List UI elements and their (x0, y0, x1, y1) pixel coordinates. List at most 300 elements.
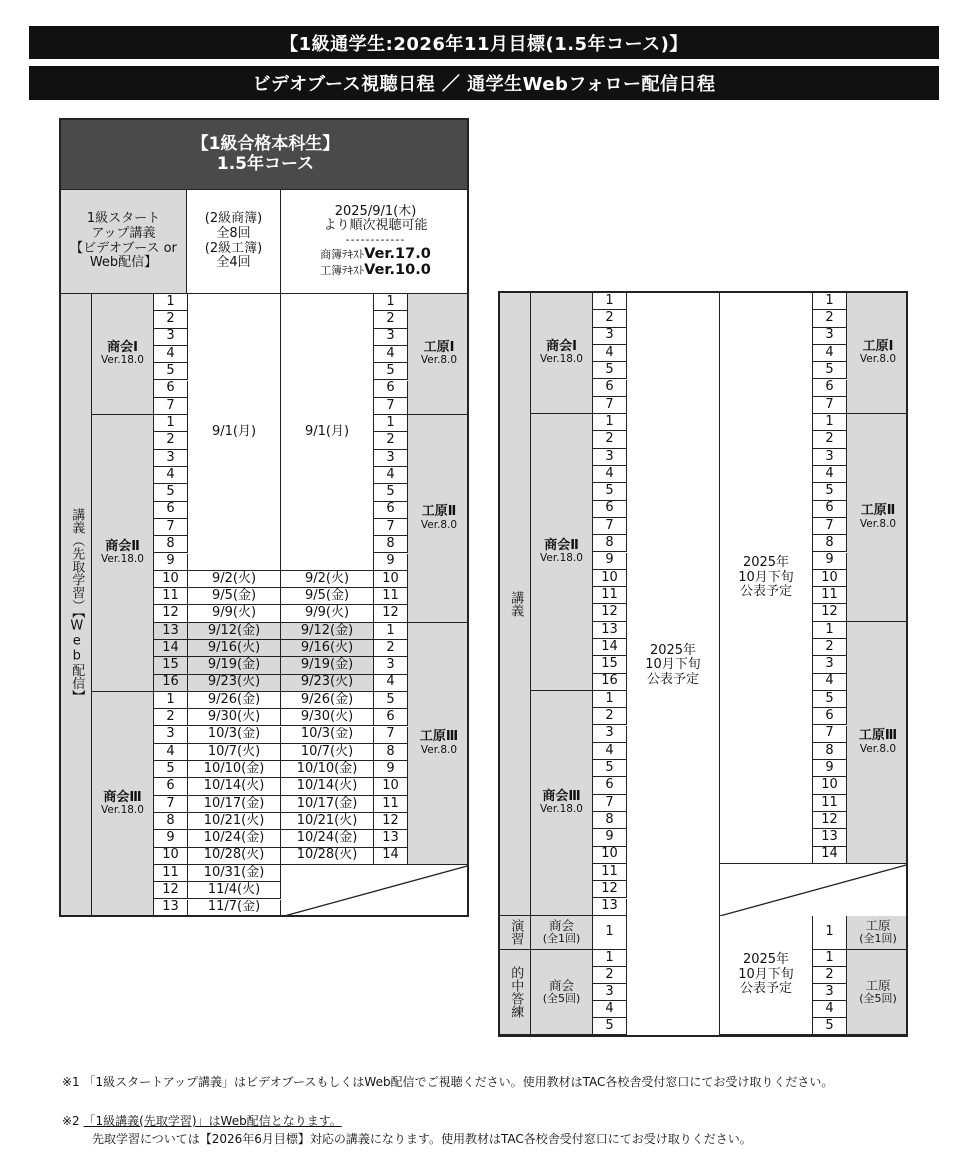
subject-version: Ver.8.0 (420, 743, 458, 756)
session-number (374, 605, 408, 622)
cell-text: 11 (382, 795, 399, 811)
cell-text: 8 (825, 535, 834, 551)
session-number (374, 432, 408, 449)
cell-text: 9 (386, 553, 395, 569)
web-date (281, 848, 374, 865)
subject-group-right (847, 293, 908, 414)
cell-text: 12 (601, 604, 618, 620)
subject-version: Ver.18.0 (540, 552, 583, 565)
cell-text: 7 (166, 518, 175, 534)
cell-text: 9 (166, 553, 175, 569)
cell-text: 1 (166, 415, 175, 430)
session-number (593, 656, 627, 673)
cell-text: 1 (605, 924, 614, 940)
booth-date (188, 865, 281, 882)
web-date (281, 744, 374, 761)
booth-date (188, 709, 281, 726)
cell-text: 9/19(金) (300, 657, 354, 673)
cell-text: 16 (601, 673, 618, 689)
session-number (593, 397, 627, 414)
side-label-lecture (61, 294, 92, 917)
course-header (61, 120, 469, 190)
course-title: 【1級合格本科生】 (191, 134, 340, 155)
cell-text: 3 (166, 328, 175, 344)
cell-text: 10/10(金) (296, 761, 358, 776)
session-number (154, 329, 188, 346)
cell-text: 10 (382, 778, 399, 794)
cell-text: 12 (382, 813, 399, 828)
session-number (374, 519, 408, 536)
text-version-number: Ver.17.0 (364, 245, 431, 262)
web-date (281, 692, 374, 709)
cell-text: 10/24(金) (203, 830, 265, 846)
session-number (813, 587, 847, 604)
cell-text: 9/5(金) (211, 588, 257, 603)
subject-name: 工原Ⅲ (419, 729, 459, 745)
cell-text: 2025年 (742, 951, 790, 967)
session-number (154, 381, 188, 398)
session-number (593, 535, 627, 552)
cell-text: 10/14(火) (296, 778, 358, 794)
cell-text: 5 (166, 484, 175, 500)
session-number (374, 640, 408, 657)
cell-text: 7 (386, 397, 395, 413)
cell-text: 10/28(火) (296, 847, 358, 863)
empty-diagonal (281, 865, 469, 917)
session-number (813, 397, 847, 414)
web-date (281, 605, 374, 622)
cell-text: Web配信】 (89, 255, 158, 271)
subject-group-left (531, 691, 593, 916)
cell-text: 全8回 (216, 225, 251, 241)
session-number (154, 727, 188, 744)
cell-text: 12 (382, 605, 399, 621)
cell-text: 2 (166, 709, 175, 725)
cell-text: 11/4(火) (207, 882, 261, 898)
cell-text: 12 (821, 604, 838, 620)
session-number (154, 623, 188, 640)
booth-date (188, 900, 281, 917)
subject-version: Ver.18.0 (101, 354, 144, 367)
empty-diagonal (720, 864, 908, 916)
cell-text: 10 (601, 569, 618, 585)
booth-date (188, 588, 281, 605)
tekichu-number (593, 1018, 627, 1035)
session-number (374, 536, 408, 553)
booth-merged-date (188, 294, 281, 571)
session-number (374, 502, 408, 519)
cell-text: 6 (386, 380, 395, 396)
cell-text: 3 (166, 449, 175, 465)
web-date (281, 657, 374, 674)
practice-number (593, 916, 627, 950)
cell-text: 8 (605, 812, 614, 827)
cell-text: 5 (386, 691, 395, 707)
web-date (281, 778, 374, 795)
booth-date (188, 692, 281, 709)
cell-text: 1 (605, 414, 614, 429)
cell-text: 12 (162, 882, 179, 898)
session-number (593, 674, 627, 691)
right-schedule-table (498, 291, 908, 1037)
session-number (374, 311, 408, 328)
tekichu-number (813, 984, 847, 1001)
subject-version: Ver.18.0 (540, 353, 583, 366)
cell-text: 4 (605, 466, 614, 481)
cell-text: 3 (825, 448, 834, 464)
cell-text: 10/14(火) (203, 778, 265, 794)
cell-text: 6 (605, 379, 614, 395)
cell-text: 2 (825, 639, 834, 654)
session-number (154, 571, 188, 588)
session-number (154, 675, 188, 692)
cell-text: 2 (605, 431, 614, 447)
cell-text: 講義 (508, 590, 524, 617)
subject-group-right (408, 623, 469, 865)
cell-text: 5 (825, 1017, 834, 1033)
cell-text: 3 (605, 983, 614, 999)
cell-text: 14 (382, 847, 399, 863)
subject-name: 工原Ⅰ (862, 338, 894, 354)
session-number (593, 345, 627, 362)
cell-text: 10 (821, 569, 838, 585)
text-version-label: 工簿ﾃｷｽﾄ (320, 264, 365, 278)
session-number (154, 588, 188, 605)
cell-text: 2 (386, 640, 395, 655)
cell-text: 9 (386, 761, 395, 776)
cell-text: 1 (605, 690, 614, 706)
session-number (593, 743, 627, 760)
session-number (813, 760, 847, 777)
cell-text: 7 (166, 795, 175, 811)
cell-text: 7 (825, 396, 834, 412)
planned-date-right (720, 293, 813, 864)
tekichu-number (593, 984, 627, 1001)
cell-text: 9/23(火) (300, 674, 354, 690)
subject-name: 工原Ⅱ (421, 504, 457, 520)
cell-text: 2025年 (742, 555, 790, 571)
subject-group-left (92, 294, 154, 415)
cell-text: 6 (825, 500, 834, 516)
subject-name: 商会Ⅲ (103, 789, 142, 805)
session-number (374, 450, 408, 467)
cell-text: 4 (166, 345, 175, 361)
session-number (593, 293, 627, 310)
session-number (154, 709, 188, 726)
subject-version: Ver.8.0 (859, 517, 897, 530)
booth-date (188, 605, 281, 622)
cell-text: 5 (825, 483, 834, 499)
subject-group-left (531, 293, 593, 414)
session-number (374, 709, 408, 726)
session-number (593, 380, 627, 397)
web-date (281, 796, 374, 813)
footnote-1-title: 「1級スタートアップ講義」 (83, 1075, 234, 1089)
cell-text: 8 (825, 742, 834, 758)
session-number (374, 813, 408, 830)
cell-text: 16 (162, 674, 179, 690)
cell-text: 10/21(火) (203, 813, 265, 828)
cell-text: 8 (605, 535, 614, 551)
cell-text: 2 (386, 311, 395, 327)
cell-text: 9/9(火) (211, 605, 257, 621)
cell-text: 1 (825, 293, 834, 308)
subject-group-right (847, 414, 908, 622)
cell-text: 6 (386, 501, 395, 517)
web-date (281, 761, 374, 778)
session-number (374, 848, 408, 865)
session-number (593, 760, 627, 777)
cell-text: 11 (382, 588, 399, 603)
session-number (154, 450, 188, 467)
cell-text: より順次視聴可能 (323, 218, 428, 234)
session-number (374, 415, 408, 432)
cell-text: 15 (601, 656, 618, 672)
session-number (593, 414, 627, 431)
session-number (154, 484, 188, 501)
cell-text: 9/1(月) (304, 423, 350, 439)
cell-text: 2 (825, 431, 834, 447)
session-number (374, 484, 408, 501)
session-number (374, 571, 408, 588)
web-merged-date (281, 294, 374, 571)
booth-date (188, 830, 281, 847)
session-number (593, 328, 627, 345)
cell-text: 3 (605, 725, 614, 741)
session-number (374, 761, 408, 778)
cell-text: 11 (601, 587, 618, 602)
tekichu-number (593, 967, 627, 984)
booth-date (188, 640, 281, 657)
session-number (813, 449, 847, 466)
cell-text: 工原 (865, 977, 891, 993)
cell-text: 11 (821, 794, 838, 810)
session-number (374, 329, 408, 346)
session-number (154, 744, 188, 761)
cell-text: 10/17(金) (296, 795, 358, 811)
session-number (593, 899, 627, 916)
web-date (281, 588, 374, 605)
cell-text: 7 (825, 725, 834, 741)
session-number (593, 431, 627, 448)
cell-text: 9 (166, 830, 175, 846)
cell-text: 1級スタート (86, 211, 161, 227)
subject-group-left (92, 415, 154, 692)
session-number (374, 588, 408, 605)
cell-text: 5 (605, 483, 614, 499)
cell-text: 9 (605, 829, 614, 845)
cell-text: 1 (166, 691, 175, 707)
session-number (813, 414, 847, 431)
cell-text: 9/12(金) (207, 622, 261, 638)
session-number (813, 310, 847, 327)
session-number (813, 380, 847, 397)
cell-text: 11 (601, 863, 618, 879)
session-number (374, 554, 408, 571)
cell-text: 5 (825, 690, 834, 706)
session-number (813, 812, 847, 829)
booth-date (188, 744, 281, 761)
cell-text: 3 (605, 327, 614, 343)
session-number (374, 727, 408, 744)
footnote-2-title: 「1級講義(先取学習)」はWeb配信となります。 (83, 1114, 342, 1128)
cell-text: 4 (166, 467, 175, 482)
cell-text: 15 (162, 657, 179, 673)
session-number (813, 345, 847, 362)
web-date (281, 709, 374, 726)
cell-text: (全1回) (542, 932, 581, 946)
session-number (813, 847, 847, 864)
session-number (813, 553, 847, 570)
booth-date (188, 813, 281, 830)
cell-text: 1 (386, 622, 395, 638)
session-number (154, 900, 188, 917)
cell-text: 3 (825, 656, 834, 672)
cell-text: (全1回) (859, 932, 897, 946)
subject-name: 商会Ⅱ (105, 538, 140, 554)
cell-text: 13 (601, 621, 618, 637)
cell-text: 6 (825, 379, 834, 395)
cell-text: 9/26(金) (207, 691, 261, 707)
cell-text: 【ビデオブース or (70, 240, 177, 256)
tekichu-number (813, 950, 847, 967)
session-number (374, 796, 408, 813)
session-number (154, 830, 188, 847)
session-number (593, 587, 627, 604)
cell-text: 9/2(火) (304, 570, 350, 586)
session-number (154, 294, 188, 311)
cell-text: 11/7(金) (207, 899, 261, 915)
cell-text: 3 (825, 327, 834, 343)
subject-version: Ver.18.0 (101, 804, 144, 817)
session-number (593, 604, 627, 621)
cell-text: 10/17(金) (203, 795, 265, 811)
subject-version: Ver.18.0 (101, 553, 144, 566)
session-number (593, 691, 627, 708)
cell-text: 7 (166, 397, 175, 413)
session-number (154, 346, 188, 363)
cell-text: 4 (605, 344, 614, 360)
footnote-1-body: はビデオブースもしくはWeb配信でご視聴ください。使用教材はTAC各校舎受付窓口にてお受け取りください。 (233, 1075, 834, 1089)
session-number (813, 795, 847, 812)
cell-text: 4 (386, 674, 395, 690)
subject-name: 工原Ⅲ (858, 728, 898, 744)
course-name: 1.5年コース (216, 153, 315, 174)
cell-text: 公表予定 (646, 671, 699, 687)
cell-text: 7 (605, 396, 614, 412)
subject-group-left (92, 692, 154, 917)
cell-text: 9 (825, 760, 834, 775)
cell-text: 2025/9/1(木) (334, 203, 417, 219)
session-number (374, 346, 408, 363)
booth-date (188, 623, 281, 640)
session-number (154, 519, 188, 536)
footnote-1 (62, 1073, 833, 1091)
cell-text: 4 (386, 345, 395, 361)
practice-number (813, 916, 847, 950)
session-number (374, 744, 408, 761)
cell-text: 2 (605, 966, 614, 982)
cell-text: 演習 (508, 919, 524, 946)
session-number (154, 536, 188, 553)
session-number (593, 847, 627, 864)
cell-text: 3 (166, 726, 175, 742)
session-number (154, 865, 188, 882)
cell-text: 4 (386, 467, 395, 482)
cell-text: (2級商簿) (204, 211, 263, 227)
cell-text: 1 (825, 414, 834, 429)
cell-text: 10 (382, 570, 399, 586)
cell-text: 1 (825, 949, 834, 965)
cell-text: 7 (605, 794, 614, 810)
session-number (154, 692, 188, 709)
cell-text: 6 (386, 709, 395, 725)
cell-text: 商会 (548, 918, 574, 934)
subject-group-right (408, 415, 469, 623)
session-number (813, 743, 847, 760)
cell-text: 9/5(金) (304, 588, 350, 603)
cell-text: 13 (162, 899, 179, 915)
cell-text: (全5回) (859, 991, 897, 1005)
tekichu-number (813, 1018, 847, 1035)
session-number (813, 466, 847, 483)
cell-text: 8 (386, 536, 395, 552)
tekichu-number (813, 1001, 847, 1018)
cell-text: 5 (605, 1017, 614, 1033)
session-number (374, 830, 408, 847)
cell-text: 5 (386, 484, 395, 500)
tekichu-number (593, 1001, 627, 1018)
cell-text: 9/30(火) (300, 709, 354, 725)
session-number (813, 483, 847, 500)
cell-text: 14 (601, 639, 618, 654)
session-number (154, 657, 188, 674)
text-version-number: Ver.10.0 (364, 262, 431, 279)
cell-text: 14 (162, 640, 179, 655)
session-number (593, 553, 627, 570)
session-number (154, 398, 188, 415)
subject-name: 商会Ⅰ (107, 339, 138, 355)
session-number (813, 604, 847, 621)
cell-text: 10/7(火) (300, 743, 354, 759)
footnote-2 (62, 1112, 752, 1148)
session-number (374, 398, 408, 415)
side-label-lecture (500, 293, 531, 916)
web-date (281, 675, 374, 692)
subject-name: 工原Ⅰ (423, 339, 455, 355)
session-number (813, 293, 847, 310)
subject-version: Ver.8.0 (420, 518, 458, 531)
text-version (320, 246, 431, 262)
cell-text: 1 (386, 415, 395, 430)
tekichu-subject-left (531, 950, 593, 1035)
session-number (813, 639, 847, 656)
cell-text: 1 (386, 294, 395, 309)
booth-date (188, 882, 281, 899)
cell-text: 10月下旬 (738, 966, 794, 982)
cell-text: 5 (825, 362, 834, 378)
cell-text: 6 (825, 708, 834, 724)
session-number (593, 622, 627, 639)
session-number (593, 362, 627, 379)
cell-text: 10/3(金) (300, 726, 354, 742)
cell-text: 全4回 (216, 255, 251, 271)
cell-text: 10 (821, 777, 838, 793)
booth-date (188, 848, 281, 865)
cell-text: 10月下旬 (645, 657, 701, 673)
tekichu-number (593, 950, 627, 967)
session-number (154, 778, 188, 795)
